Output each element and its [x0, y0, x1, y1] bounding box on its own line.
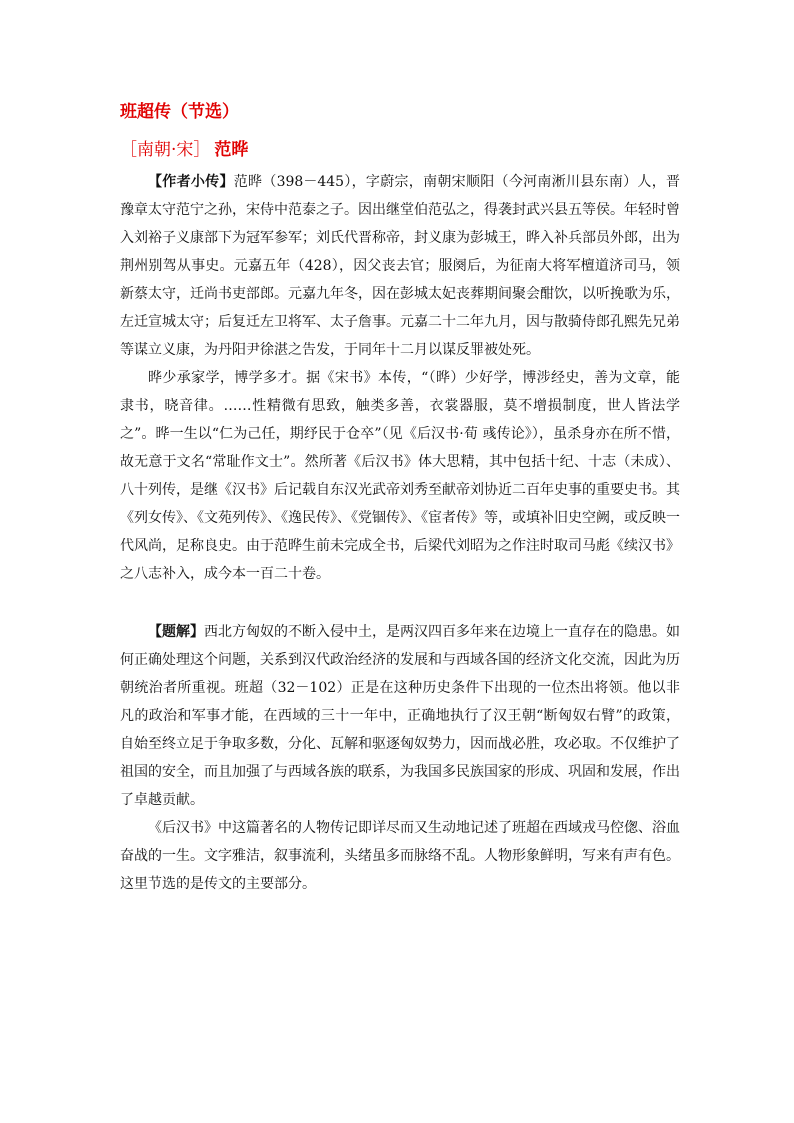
byline [120, 138, 680, 162]
intro-paragraph-1 [120, 618, 680, 814]
bio-paragraph-1 [120, 168, 680, 364]
intro-text-2: 《后汉书》中这篇著名的人物传记即详尽而又生动地记述了班超在西域戎马倥偬、浴血奋战的一生。文字雅洁，叙事流利，头绪虽多而脉络不乱。人物形象鲜明，写来有声有色。这里节选的是传文的主要部分。 [120, 820, 680, 892]
bio-text-1: 范晔（398－445），字蔚宗，南朝宋顺阳（今河南淅川县东南）人，晋豫章太守范宁之孙，宋侍中范泰之子。因出继堂伯范弘之，得袭封武兴县五等侯。年轻时曾入刘裕子义康部下为冠军参军；刘氏代晋称帝，封义康为彭城王，晔入补兵部员外郎，出为荆州别驾从事史。元嘉五年（428），因父丧去官；服阕后，为征南大将军檀道济司马，领新蔡太守，迁尚书吏部郎。元嘉九年冬，因在彭城太妃丧葬期间聚会酣饮，以听挽歌为乐，左迁宣城太守；后复迁左卫将军、太子詹事。元嘉二十二年九月，因与散骑侍郎孔熙先兄弟等谋立义康，为丹阳尹徐湛之告发，于同年十二月以谋反罪被处死。 [120, 174, 681, 358]
author-name: 范晔 [214, 140, 249, 160]
page-title: 班超传（节选） [120, 102, 239, 122]
intro-text-1: 西北方匈奴的不断入侵中土，是两汉四百多年来在边境上一直存在的隐患。如何正确处理这个问题，关系到汉代政治经济的发展和与西域各国的经济文化交流，因此为历朝统治者所重视。班超（32－102）正是在这种历史条件下出现的一位杰出将领。他以非凡的政治和军事才能，在西域的三十一年中，正确地执行了汉王朝“断匈奴右臂”的政策，自始至终立足于争取多数，分化、瓦解和驱逐匈奴势力，因而战必胜，攻必取。不仅维护了祖国的安全，而且加强了与西域各族的联系，为我国多民族国家的形成、巩固和发展，作出了卓越贡献。 [120, 624, 680, 808]
bio-text-2: 晔少承家学，博学多才。据《宋书》本传，“（晔）少好学，博涉经史，善为文章，能隶书，晓音律。……性精微有思致，触类多善，衣裳器服，莫不增损制度，世人皆法学之”。晔一生以“仁为己任，期纾民于仓卒”（见《后汉书·荀 彧传论》），虽杀身亦在所不惜，故无意于文名“常耻作文士”。然所著《后汉书》体大思精，其中包括十纪、十志（未成）、八十列传，是继《汉书》后记载自东汉光武帝刘秀至献帝刘协近二百年史事的重要史书。其《列女传》、《文苑列传》、《逸民传》、《党锢传》、《宦者传》等，或填补旧史空阙，或反映一代风尚，足称良史。由于范晔生前未完成全书，后梁代刘昭为之作注时取司马彪《续汉书》之八志补入，成今本一百二十卷。 [120, 370, 680, 582]
intro-tag: 【题解】 [148, 624, 204, 640]
bio-paragraph-2 [120, 364, 680, 588]
intro-paragraph-2 [120, 814, 680, 898]
dynasty-label: ［南朝·宋］ [120, 140, 211, 160]
section-gap [120, 588, 680, 618]
bio-tag: 【作者小传】 [148, 174, 234, 190]
document-page [120, 100, 680, 898]
